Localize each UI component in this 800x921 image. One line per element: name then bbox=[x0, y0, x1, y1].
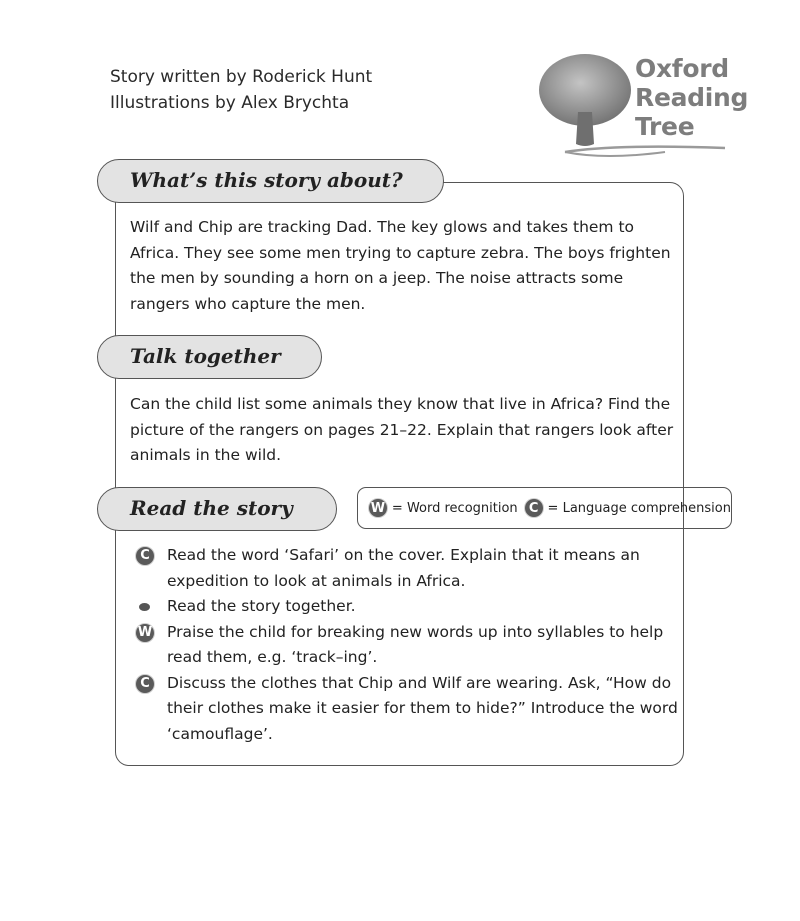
logo-wordmark bbox=[635, 54, 748, 141]
logo-word-tree: Tree bbox=[635, 112, 695, 141]
c-badge-icon: C bbox=[135, 674, 155, 694]
word-recognition-label: = Word recognition bbox=[391, 500, 518, 516]
list-item bbox=[135, 620, 680, 671]
story-summary: Wilf and Chip are tracking Dad. The key glows and takes them to Africa. They see some men trying to capture zebra. The boys frighten the men by sounding a horn on a jeep. The noise attracts some rangers who capture the men. bbox=[130, 218, 671, 313]
list-item-text: Discuss the clothes that Chip and Wilf are wearing. Ask, “How do their clothes make it easier for them to hide?” Introduce the word ‘camouflage’. bbox=[167, 673, 678, 743]
heading-talk-together: Talk together bbox=[97, 335, 322, 379]
w-badge-icon: W bbox=[135, 623, 155, 643]
key-legend bbox=[357, 487, 732, 529]
list-item-text: Praise the child for breaking new words up into syllables to help read them, e.g. ‘track–ing’. bbox=[167, 622, 664, 666]
oxford-reading-tree-logo bbox=[535, 52, 749, 167]
logo-word-reading: Reading bbox=[635, 83, 749, 112]
logo-word-oxford: Oxford bbox=[635, 54, 729, 83]
list-item-text: Read the word ‘Safari’ on the cover. Explain that it means an expedition to look at animals in Africa. bbox=[167, 546, 640, 590]
list-item-text: Read the story together. bbox=[167, 597, 356, 615]
read-the-story-list bbox=[135, 543, 680, 747]
c-badge-icon: C bbox=[524, 498, 544, 518]
list-item bbox=[135, 594, 680, 620]
credits bbox=[110, 64, 372, 116]
illustrations-credit: Illustrations by Alex Brychta bbox=[110, 93, 350, 113]
heading-whats-this-story-about: What’s this story about? bbox=[97, 159, 444, 203]
story-credit: Story written by Roderick Hunt bbox=[110, 67, 373, 87]
heading-read-the-story: Read the story bbox=[97, 487, 337, 531]
list-item bbox=[135, 543, 680, 594]
list-item bbox=[135, 671, 680, 748]
bullet-icon bbox=[139, 603, 150, 611]
c-badge-icon: C bbox=[135, 546, 155, 566]
language-comprehension-label: = Language comprehension bbox=[547, 500, 731, 516]
w-badge-icon: W bbox=[368, 498, 388, 518]
talk-together-text: Can the child list some animals they know that live in Africa? Find the picture of the rangers on pages 21–22. Explain that rangers look after animals in the wild. bbox=[130, 395, 674, 464]
